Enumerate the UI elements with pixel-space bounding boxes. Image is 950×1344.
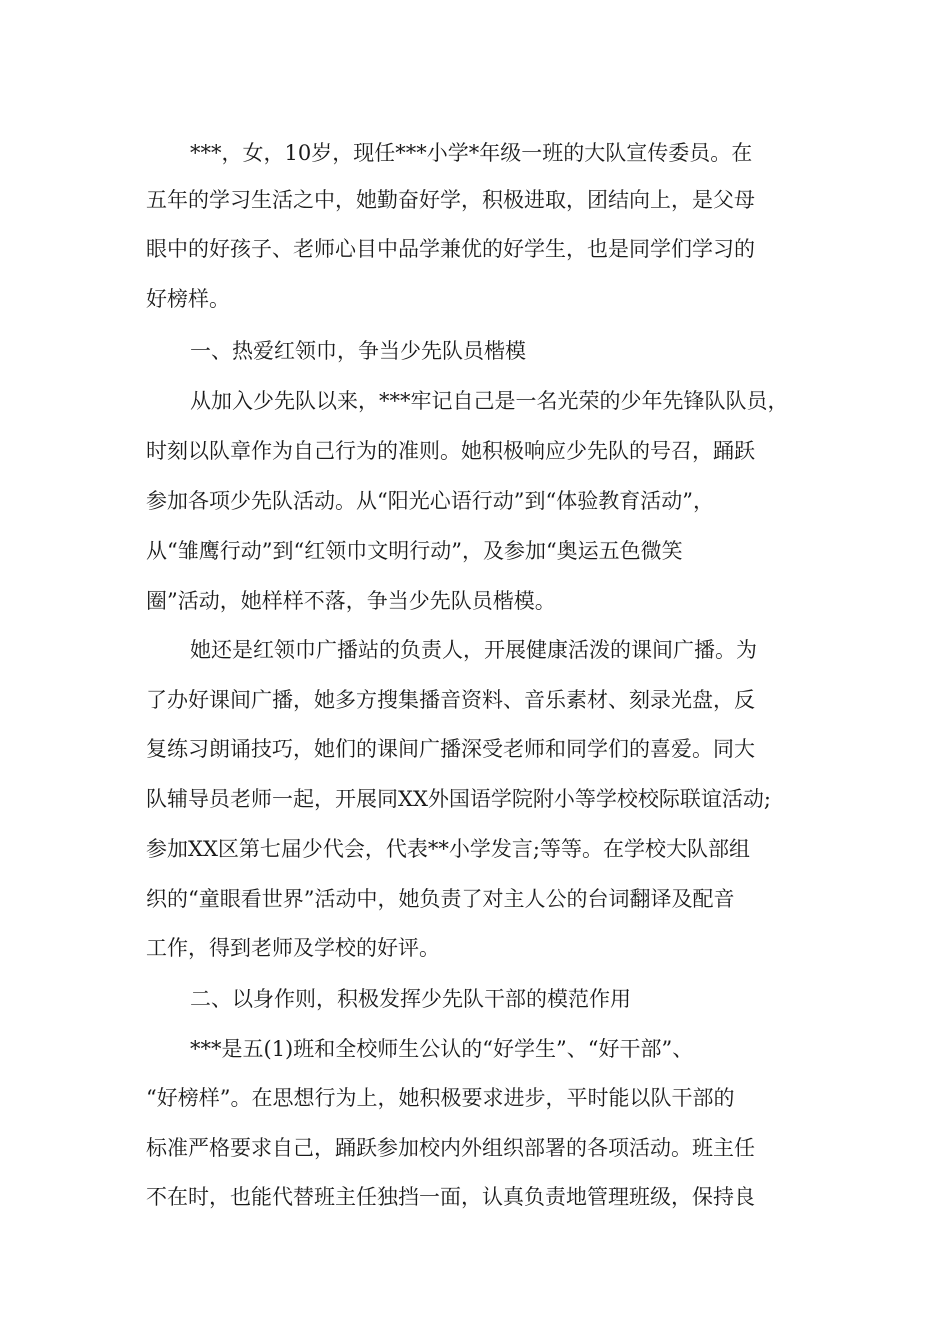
- paragraph-line: 复练习朗诵技巧，她们的课间广播深受老师和同学们的喜爱。同大: [146, 737, 755, 761]
- paragraph-line: 从“雏鹰行动”到“红领巾文明行动”，及参加“奥运五色微笑: [146, 539, 683, 563]
- paragraph-line: 好榜样。: [146, 287, 230, 311]
- paragraph-line: 工作，得到老师及学校的好评。: [146, 936, 440, 960]
- section-heading-1: 一、热爱红领巾，争当少先队员楷模: [190, 339, 526, 363]
- paragraph-line: 标准严格要求自己，踊跃参加校内外组织部署的各项活动。班主任: [146, 1136, 755, 1160]
- paragraph-line: 队辅导员老师一起，开展同XX外国语学院附小等学校校际联谊活动;: [146, 787, 771, 811]
- paragraph-line: ***是五(1)班和全校师生公认的“好学生”、“好干部”、: [190, 1037, 694, 1061]
- paragraph-line: 从加入少先队以来，***牢记自己是一名光荣的少年先锋队队员，: [190, 389, 789, 413]
- paragraph-line: 她还是红领巾广播站的负责人，开展健康活泼的课间广播。为: [190, 638, 757, 662]
- paragraph-line: ***，女，10岁，现任***小学*年级一班的大队宣传委员。在: [190, 141, 753, 165]
- paragraph-line: 织的“童眼看世界”活动中，她负责了对主人公的台词翻译及配音: [146, 887, 735, 911]
- paragraph-line: 参加XX区第七届少代会，代表**小学发言;等等。在学校大队部组: [146, 837, 750, 861]
- paragraph-line: 五年的学习生活之中，她勤奋好学，积极进取，团结向上，是父母: [146, 188, 755, 212]
- paragraph-line: “好榜样”。在思想行为上，她积极要求进步，平时能以队干部的: [146, 1086, 735, 1110]
- paragraph-line: 参加各项少先队活动。从“阳光心语行动”到“体验教育活动”，: [146, 489, 714, 513]
- section-heading-2: 二、以身作则，积极发挥少先队干部的模范作用: [190, 987, 631, 1011]
- paragraph-line: 不在时，也能代替班主任独挡一面，认真负责地管理班级，保持良: [146, 1185, 755, 1209]
- paragraph-line: 圈”活动，她样样不落，争当少先队员楷模。: [146, 589, 556, 613]
- paragraph-line: 了办好课间广播，她多方搜集播音资料、音乐素材、刻录光盘，反: [146, 688, 755, 712]
- paragraph-line: 眼中的好孩子、老师心目中品学兼优的好学生，也是同学们学习的: [146, 237, 755, 261]
- paragraph-line: 时刻以队章作为自己行为的准则。她积极响应少先队的号召，踊跃: [146, 439, 755, 463]
